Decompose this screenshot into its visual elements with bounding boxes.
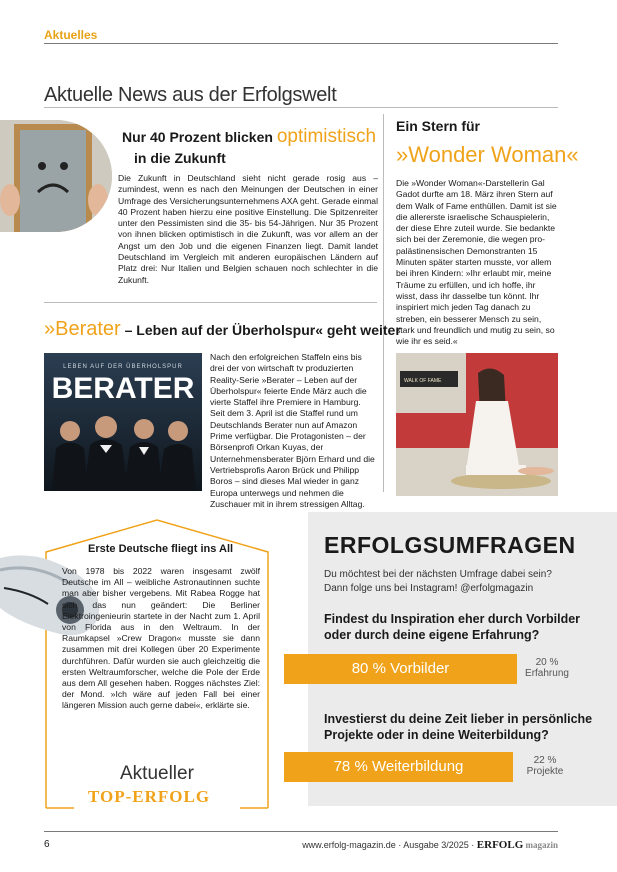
footer-info-text: www.erfolg-magazin.de · Ausgabe 3/2025 · — [302, 840, 477, 850]
column-divider — [383, 114, 384, 492]
footer-brand-suffix: magazin — [523, 840, 558, 850]
wonder-woman-body: Die »Wonder Woman«-Darstellerin Gal Gadot durfte am 18. März ihren Stern auf dem Walk of Fame enthüllen. Damit ist sie die allererste israelische Schauspielerin, der diese Ehre zuteil wurde. Sie bedankte sich bei der Zeremonie, die wegen pro-palästinensischen Demonstranten 15 Minuten später starten musste, vor allem bei ihren Kindern: »Ihr erlaubt mir, meine Träume zu erfüllen, und ich hoffe, ihr wisst, dass ihr dasselbe tun könnt. Ihr inspiriert mich jeden Tag danach zu streben, ein besserer Mensch zu sein, stark und freundlich und mutig zu sein, so wie ihr es seid.« — [396, 178, 557, 347]
wonder-woman-headline-accent: »Wonder Woman« — [396, 142, 579, 167]
space-body: Von 1978 bis 2022 waren insgesamt zwölf Deutsche im All – weibliche Astronautinnen suchte man aber bisher vergebens. Mit Rabea Rogge hat sich das nun geändert: Die Berliner Elektroingenieurin startete in der Nacht zum 1. April von Florida aus in den Weltraum. In der Raumkapsel »Crew Dragon« musste sie dann zusammen mit drei Kollegen über 20 Experimente durchführen. Dafür wurden sie auch gleichzeitig die ersten Weltraumforscher, welche die Pole der Erde aus dem All gesehen haben. Rogges nächstes Ziel: der Mond. »Ich wäre auf jeden Fall bei einer längeren Mission auch gerne dabei«, erklärte sie. — [62, 566, 260, 711]
poll-bar-2: 78 % Weiterbildung — [284, 752, 513, 782]
walk-of-fame-illustration — [396, 353, 558, 496]
sad-face-photo — [0, 120, 112, 232]
optimism-headline — [122, 126, 376, 148]
berater-body: Nach den erfolgreichen Staffeln eins bis drei der von wirtschaft tv produzierten Reality-Serie »Berater – Leben auf der Überholspur« feierte Ende März auch die vierte Staffel ihre Premiere in Hamburg. Seit dem 3. April ist die Staffel rund um Deutschlands Berater nun auf Amazon Prime verfügbar. Die Protagonisten – der Börsenprofi Orkan Kuyas, der Unternehmensberater Björn Erhard und die Vertriebsprofis Aaron Brück und Philipp Boros – sind dieses Mal wieder in ganz Europa unterwegs und nehmen die Zuschauer mit in ihrem stressigen Alltag. — [210, 352, 375, 509]
mid-divider — [44, 302, 377, 303]
top-divider — [44, 43, 558, 44]
berater-poster-subtitle: LEBEN AUF DER ÜBERHOLSPUR — [63, 364, 183, 370]
poll-bar-1: 80 % Vorbilder — [284, 654, 517, 684]
berater-poster-illustration — [44, 353, 202, 491]
berater-poster-title: BERATER — [51, 372, 195, 405]
top-erfolg-label: TOP-ERFOLG — [88, 787, 211, 806]
optimism-body — [118, 173, 378, 286]
sad-face-illustration — [0, 120, 112, 232]
poll-rest-2-label: Projekte — [526, 766, 564, 777]
poll-question-1: Findest du Inspiration eher durch Vorbilder oder durch deine eigene Erfahrung? — [324, 612, 581, 642]
berater-headline — [44, 318, 401, 341]
optimism-headline-part1: Nur 40 Prozent blicken — [122, 129, 277, 145]
walk-of-fame-photo — [396, 353, 558, 496]
page-title: Aktuelle News aus der Erfolgswelt — [44, 84, 337, 106]
top-erfolg-label-top: Aktueller — [120, 763, 194, 784]
footer-brand: ERFOLG — [476, 839, 524, 851]
footer-info — [300, 839, 558, 851]
berater-headline-accent: »Berater — [44, 318, 121, 340]
poll-title: ERFOLGSUMFRAGEN — [324, 532, 576, 558]
poll-subtitle — [324, 568, 584, 596]
heading-divider — [44, 107, 558, 108]
poll-rest-2 — [515, 753, 575, 783]
walk-of-fame-sign-text: WALK OF FAME — [404, 378, 442, 384]
berater-poster — [44, 353, 202, 491]
poll-rest-1-label: Erfahrung — [525, 668, 569, 679]
poll-subtitle-line2: Dann folge uns bei Instagram! @erfolgmagazin — [324, 583, 534, 594]
optimism-body-text: Die Zukunft in Deutschland sieht nicht gerade rosig aus – zumindest, wenn es nach den Meinungen der Deutschen in einer Umfrage des Versicherungsunternehmens AXA geht. Gerade einmal 40 Prozent haben hierzu eine positive Einstellung. Die Spitzenreiter unter den Pessimisten sind die 35- bis 54-Jährigen. Nur 35 Prozent von ihnen blicken optimistisch in die Zukunft, was vor allem an der Angst um den Job und die eigenen Finanzen liegt. Damit landet Deutschland im Vergleich mit anderen europäischen Ländern auf Platz drei: Nur Italien und Belgien schauen noch schlechter in die Zukunft. — [118, 173, 378, 285]
optimism-headline-line2: in die Zukunft — [134, 150, 226, 166]
poll-rest-1 — [520, 654, 574, 684]
section-tag: Aktuelles — [44, 28, 98, 42]
poll-rest-2-pct: 22 % — [533, 755, 557, 766]
berater-headline-rest: – Leben auf der Überholspur« geht weiter — [120, 322, 401, 338]
poll-question-2: Investierst du deine Zeit lieber in persönliche Projekte oder in deine Weiterbildung? — [324, 712, 593, 742]
optimism-headline-accent: optimistisch — [276, 126, 377, 147]
poll-rest-1-pct: 20 % — [535, 657, 559, 668]
page-number: 6 — [44, 839, 50, 850]
space-headline: Erste Deutsche fliegt ins All — [88, 543, 234, 555]
footer-divider — [44, 831, 558, 832]
poll-subtitle-line1: Du möchtest bei der nächsten Umfrage dabei sein? — [324, 569, 552, 580]
wonder-woman-headline: Ein Stern für — [396, 118, 481, 134]
